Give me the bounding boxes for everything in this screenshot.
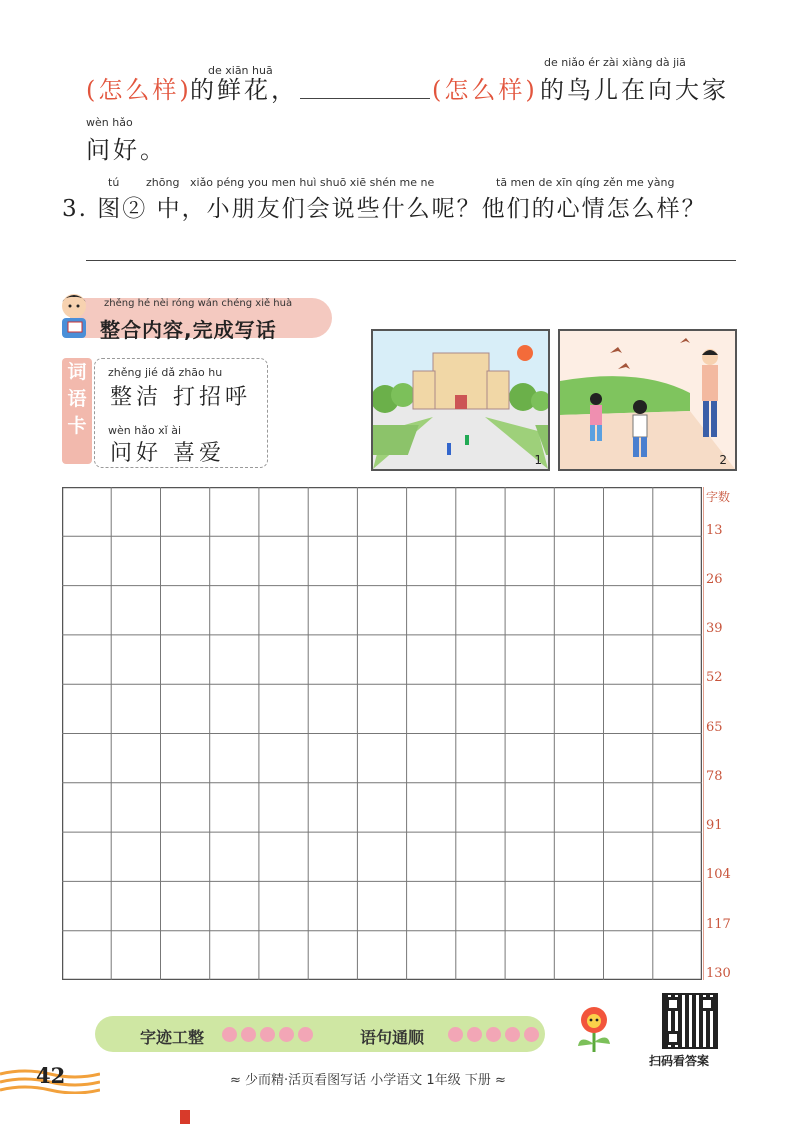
text-greet: 问好。 <box>86 136 167 164</box>
q3-pinyin-c: xiǎo péng you men huì shuō xiē shén me ne <box>190 176 435 189</box>
pinyin-line-3: wèn hǎo <box>86 116 133 129</box>
count-13: 13 <box>706 523 723 538</box>
q3-pinyin-b: zhōng <box>146 176 180 189</box>
star-icon[interactable] <box>524 1027 539 1042</box>
question-3: 3. 图② 中，小朋友们会说些什么呢？他们的心情怎么样？ <box>62 196 707 222</box>
kid-reading-icon <box>52 290 96 342</box>
star-icon[interactable] <box>298 1027 313 1042</box>
picture-school <box>371 329 550 471</box>
count-65: 65 <box>706 720 723 735</box>
section-title: 整合内容,完成写话 <box>100 318 277 342</box>
page-marker <box>180 1110 190 1124</box>
answer-line-q3[interactable] <box>86 260 736 261</box>
picture-1-label: 1 <box>534 453 542 467</box>
star-icon[interactable] <box>222 1027 237 1042</box>
count-rule <box>703 487 704 980</box>
count-117: 117 <box>706 917 731 932</box>
blank1-hint: (怎么样) <box>86 76 192 104</box>
star-icon[interactable] <box>505 1027 520 1042</box>
word-row1-pinyin: zhěng jié dǎ zhāo hu <box>108 366 223 379</box>
page-number: 42 <box>36 1063 66 1088</box>
grid-count-header: 字数 <box>706 490 731 504</box>
writing-grid[interactable] <box>62 487 702 980</box>
count-39: 39 <box>706 621 723 636</box>
text-birds: 的鸟儿在向大家 <box>540 76 729 104</box>
answer-blank-1[interactable] <box>300 98 430 99</box>
star-icon[interactable] <box>486 1027 501 1042</box>
text-flowers: 的鲜花， <box>190 76 298 104</box>
count-104: 104 <box>706 867 731 882</box>
star-icon[interactable] <box>467 1027 482 1042</box>
eval-fluency: 语句通顺 <box>360 1028 425 1047</box>
qr-code[interactable] <box>662 993 718 1049</box>
qr-label: 扫码看答案 <box>649 1054 710 1068</box>
kids-greeting-illustration <box>560 331 735 469</box>
school-scene-illustration <box>373 331 548 469</box>
picture-greeting <box>558 329 737 471</box>
q3-pinyin-d: tā men de xīn qíng zěn me yàng <box>496 176 675 189</box>
pinyin-line-1: de xiān huā <box>208 64 273 77</box>
star-icon[interactable] <box>260 1027 275 1042</box>
pinyin-line-2: de niǎo ér zài xiàng dà jiā <box>544 56 686 69</box>
star-icon[interactable] <box>279 1027 294 1042</box>
eval-handwriting: 字迹工整 <box>140 1028 205 1047</box>
word-row2-pinyin: wèn hǎo xǐ ài <box>108 424 182 437</box>
picture-2-label: 2 <box>719 453 727 467</box>
word-card-tag: 词语卡 <box>62 358 92 464</box>
count-52: 52 <box>706 670 723 685</box>
count-91: 91 <box>706 818 723 833</box>
star-icon[interactable] <box>448 1027 463 1042</box>
q3-pinyin-a: tú <box>108 176 120 189</box>
count-130: 130 <box>706 966 731 981</box>
count-26: 26 <box>706 572 723 587</box>
star-icon[interactable] <box>241 1027 256 1042</box>
section-pinyin: zhěng hé nèi róng wán chéng xiě huà <box>104 298 293 309</box>
count-78: 78 <box>706 769 723 784</box>
word-row1: 整洁 打招呼 <box>110 385 251 410</box>
word-row2: 问好 喜爱 <box>110 441 225 466</box>
blank2-hint: (怎么样) <box>432 76 538 104</box>
footer-text: ≈ 少而精·活页看图写话 小学语文 1年级 下册 ≈ <box>230 1073 506 1088</box>
flower-icon <box>572 1004 616 1054</box>
